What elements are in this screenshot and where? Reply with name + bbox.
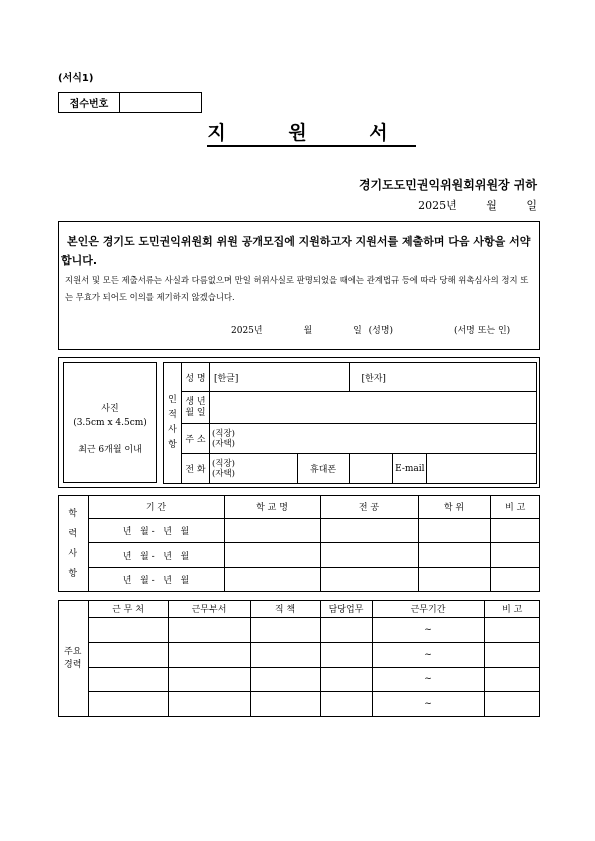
address-field[interactable] [209, 424, 536, 454]
edu-period-cell[interactable]: 년 월 - 년 월 [88, 518, 224, 543]
career-department-cell[interactable] [168, 642, 250, 667]
edu-major-cell[interactable] [320, 567, 418, 592]
sign-stamp-label: (서명 또는 인) [453, 326, 511, 336]
career-period-cell[interactable]: ~ [372, 691, 484, 717]
table-row [58, 617, 540, 642]
education-section [58, 495, 540, 592]
career-department-cell[interactable] [168, 667, 250, 691]
career-position-cell[interactable] [250, 667, 320, 691]
mobile-field[interactable] [349, 454, 393, 484]
career-header-position: 직 책 [250, 600, 320, 617]
photo-size: (3.5cm x 4.5cm) [73, 418, 147, 428]
birth-label: 생 년 월 일 [181, 392, 209, 424]
edu-major-cell[interactable] [320, 518, 418, 543]
table-row [58, 642, 540, 667]
edu-major-cell[interactable] [320, 543, 418, 568]
receipt-number-box [58, 92, 202, 113]
career-position-cell[interactable] [250, 642, 320, 667]
phone-work-label: (직장) [211, 458, 235, 469]
name-hanja-field[interactable]: [한자] [349, 363, 536, 392]
table-row [58, 667, 540, 691]
education-table [58, 495, 540, 592]
section-label-education: 학력사항 [58, 495, 88, 592]
career-period-cell[interactable]: ~ [372, 642, 484, 667]
name-label: 성 명 [181, 363, 209, 392]
career-duties-cell[interactable] [320, 642, 372, 667]
edu-header-period: 기 간 [88, 495, 224, 518]
phone-label: 전 화 [181, 454, 209, 484]
submission-date [410, 197, 537, 213]
edu-degree-cell[interactable] [418, 567, 490, 592]
address-work-label: (직장) [211, 428, 235, 439]
personal-info-table [163, 362, 537, 484]
date-year: 2025년 [418, 199, 457, 212]
career-note-cell[interactable] [484, 691, 540, 717]
edu-note-cell[interactable] [490, 567, 540, 592]
career-header-duties: 담당업무 [320, 600, 372, 617]
table-row [58, 691, 540, 717]
career-position-cell[interactable] [250, 691, 320, 717]
sign-day: 일 [353, 326, 362, 336]
document-title-text: 지 원 서 [207, 122, 415, 147]
edu-degree-cell[interactable] [418, 543, 490, 568]
date-month: 월 [486, 199, 497, 212]
edu-header-major: 전 공 [320, 495, 418, 518]
email-field[interactable] [427, 454, 537, 484]
edu-note-cell[interactable] [490, 543, 540, 568]
career-workplace-cell[interactable] [88, 667, 168, 691]
pledge-main-text: 본인은 경기도 도민권익위원회 위원 공개모집에 지원하고자 지원서를 제출하며 다음 사항을 서약합니다. [61, 235, 531, 267]
sign-month: 월 [303, 326, 313, 336]
photo-title: 사진 [101, 404, 119, 414]
address-label: 주 소 [181, 424, 209, 454]
section-label-career: 주요경력 [58, 600, 88, 717]
pledge-sub-text: 지원서 및 모든 제출서류는 사실과 다름없으며 만일 허위사실로 판명되었을 때에는 관계법규 등에 따라 당해 위촉심사의 정지 또는 무효가 되어도 이의를 제기하지 않겠습니다. [65, 275, 529, 302]
career-workplace-cell[interactable] [88, 642, 168, 667]
birth-field[interactable] [209, 392, 536, 424]
career-header-department: 근무부서 [168, 600, 250, 617]
phone-home-label: (자택) [211, 468, 235, 479]
career-department-cell[interactable] [168, 617, 250, 642]
career-position-cell[interactable] [250, 617, 320, 642]
personal-info-section [58, 357, 540, 488]
sign-year: 2025년 [231, 326, 263, 336]
photo-box[interactable] [63, 362, 157, 483]
career-note-cell[interactable] [484, 642, 540, 667]
edu-period-cell[interactable]: 년 월 - 년 월 [88, 567, 224, 592]
career-duties-cell[interactable] [320, 691, 372, 717]
addressee: 경기도도민권익위원회위원장 귀하 [358, 178, 537, 192]
career-workplace-cell[interactable] [88, 617, 168, 642]
career-department-cell[interactable] [168, 691, 250, 717]
pledge-signature-line [231, 323, 514, 336]
edu-school-cell[interactable] [224, 518, 320, 543]
career-header-note: 비 고 [484, 600, 540, 617]
career-duties-cell[interactable] [320, 617, 372, 642]
name-korean-field[interactable]: [한글] [209, 363, 349, 392]
edu-period-cell[interactable]: 년 월 - 년 월 [88, 543, 224, 568]
edu-school-cell[interactable] [224, 543, 320, 568]
edu-note-cell[interactable] [490, 518, 540, 543]
career-period-cell[interactable]: ~ [372, 667, 484, 691]
receipt-number-label: 접수번호 [59, 93, 120, 112]
table-row [58, 518, 540, 543]
career-header-workplace: 근 무 처 [88, 600, 168, 617]
mobile-label: 휴대폰 [297, 454, 349, 484]
table-row [58, 543, 540, 568]
career-section [58, 600, 540, 717]
career-note-cell[interactable] [484, 617, 540, 642]
edu-header-school: 학 교 명 [224, 495, 320, 518]
form-number: (서식1) [58, 73, 94, 84]
edu-header-degree: 학 위 [418, 495, 490, 518]
address-home-label: (자택) [211, 438, 235, 449]
career-header-period: 근무기간 [372, 600, 484, 617]
phone-field[interactable] [209, 454, 297, 484]
edu-degree-cell[interactable] [418, 518, 490, 543]
edu-header-note: 비 고 [490, 495, 540, 518]
document-title [0, 118, 595, 145]
photo-note: 최근 6개월 이내 [78, 445, 142, 455]
receipt-number-field[interactable] [120, 93, 201, 112]
date-day: 일 [526, 199, 537, 212]
career-period-cell[interactable]: ~ [372, 617, 484, 642]
table-row [58, 567, 540, 592]
sign-name-label: (성명) [368, 326, 394, 336]
section-label-personal: 인적사항 [164, 363, 182, 484]
edu-school-cell[interactable] [224, 567, 320, 592]
career-table [58, 600, 540, 717]
career-workplace-cell[interactable] [88, 691, 168, 717]
pledge-box [58, 221, 540, 350]
career-duties-cell[interactable] [320, 667, 372, 691]
email-label: E-mail [393, 454, 427, 484]
career-note-cell[interactable] [484, 667, 540, 691]
